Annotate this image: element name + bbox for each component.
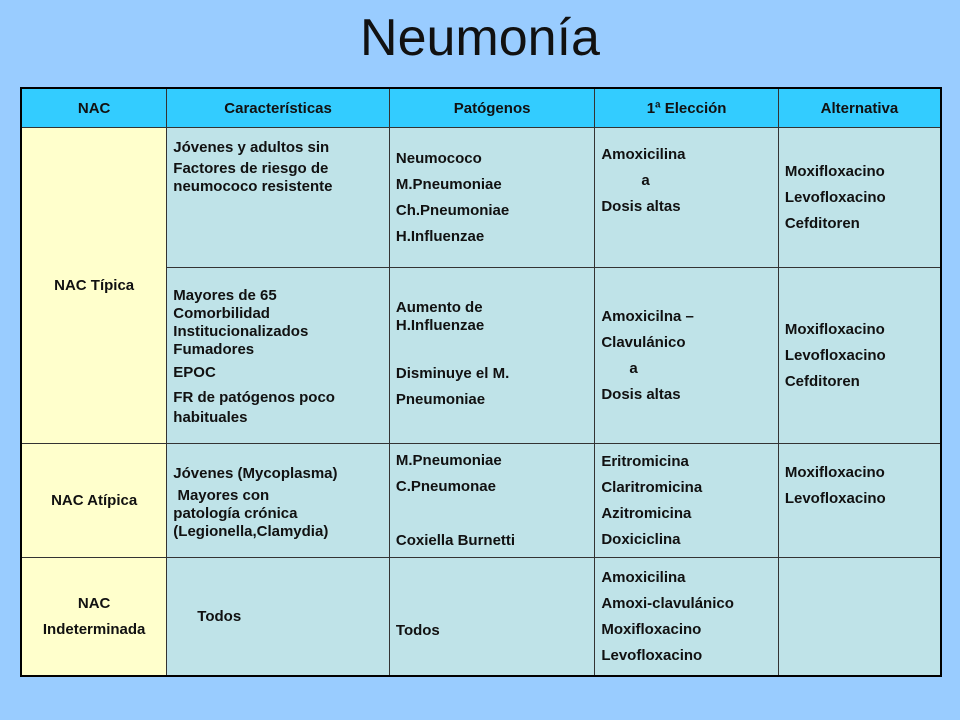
cell-alternativa xyxy=(778,128,941,268)
cell-patogenos: Todos xyxy=(389,558,594,676)
row-label-tipica: NAC Típica xyxy=(21,128,167,444)
text-line: EPOC xyxy=(173,363,216,381)
text-line: Clavulánico xyxy=(601,333,686,351)
table-row xyxy=(21,444,941,558)
text-line: Cefditoren xyxy=(784,214,860,232)
text-line: a xyxy=(641,172,650,190)
table-row xyxy=(21,128,941,268)
cell-alternativa xyxy=(778,558,941,676)
cell-alternativa xyxy=(778,268,941,444)
text-line: Comorbilidad xyxy=(173,304,270,322)
text-line: Amoxicilna – xyxy=(601,307,694,325)
text-line: NAC xyxy=(77,594,111,612)
header-alternativa: Alternativa xyxy=(778,88,941,128)
header-row xyxy=(21,88,941,128)
header-nac: NAC xyxy=(21,88,167,128)
text-line: Dosis altas xyxy=(601,198,681,216)
text-line: Neumococo xyxy=(395,149,482,167)
text-line: Pneumoniae xyxy=(395,390,486,408)
text-line: H.Influenzae xyxy=(395,316,485,334)
text-line: Amoxicilina xyxy=(601,146,686,164)
text-line: Indeterminada xyxy=(42,620,146,638)
text-line: Cefditoren xyxy=(784,372,860,390)
text-line: Mayores con xyxy=(173,486,270,504)
cell-eleccion xyxy=(595,128,779,268)
cell-eleccion xyxy=(595,444,779,558)
text-line: M.Pneumoniae xyxy=(395,451,502,469)
text-line: Disminuye el M. xyxy=(395,364,510,382)
cell-eleccion xyxy=(595,268,779,444)
cell-caracteristicas xyxy=(167,128,390,268)
text-line: Azitromicina xyxy=(601,504,692,522)
table-row xyxy=(21,558,941,676)
text-line: (Legionella,Clamydia) xyxy=(173,522,329,540)
header-patogenos: Patógenos xyxy=(389,88,594,128)
text-line: patología crónica xyxy=(173,504,298,522)
cell-caracteristicas xyxy=(167,268,390,444)
text-line: H.Influenzae xyxy=(395,227,485,245)
text-line: Dosis altas xyxy=(601,385,681,403)
row-label-indeterminada xyxy=(21,558,167,676)
text-line: neumococo resistente xyxy=(173,178,333,196)
text-line: Levofloxacino xyxy=(784,346,886,364)
cell-caracteristicas: Todos xyxy=(167,558,390,676)
text-line: Eritromicina xyxy=(601,452,689,470)
text-line: M.Pneumoniae xyxy=(395,175,502,193)
text-line: Aumento de xyxy=(395,298,483,316)
text-line: Jóvenes (Mycoplasma) xyxy=(173,464,338,482)
spacer xyxy=(396,500,588,528)
text-line: Jóvenes y adultos sin xyxy=(173,139,330,157)
text-line: Factores de riesgo de xyxy=(173,160,329,178)
spacer xyxy=(396,335,588,361)
header-eleccion: 1ª Elección xyxy=(595,88,779,128)
text-line: Moxifloxacino xyxy=(784,320,885,338)
text-line: Fumadores xyxy=(173,340,255,358)
text-line: FR de patógenos poco xyxy=(173,388,335,406)
text-line: Levofloxacino xyxy=(784,490,886,508)
text-line: Amoxi-clavulánico xyxy=(601,594,734,612)
cell-patogenos xyxy=(389,444,594,558)
cell-alternativa xyxy=(778,444,941,558)
text-line: Moxifloxacino xyxy=(784,464,885,482)
text-line: Ch.Pneumoniae xyxy=(395,201,510,219)
text-line: Doxiciclina xyxy=(601,530,681,548)
neumonia-table xyxy=(20,87,942,677)
text-line: Moxifloxacino xyxy=(784,162,885,180)
text-line: Mayores de 65 xyxy=(173,286,277,304)
text-line: Amoxicilina xyxy=(601,568,686,586)
text-line: Coxiella Burnetti xyxy=(395,531,516,549)
cell-patogenos xyxy=(389,268,594,444)
cell-eleccion xyxy=(595,558,779,676)
cell-patogenos xyxy=(389,128,594,268)
text-line: habituales xyxy=(173,408,248,426)
text-line: C.Pneumonae xyxy=(395,477,496,495)
cell-caracteristicas xyxy=(167,444,390,558)
row-label-atipica: NAC Atípica xyxy=(21,444,167,558)
text-line: Levofloxacino xyxy=(601,646,703,664)
page-title: Neumonía xyxy=(360,9,600,67)
header-caracteristicas: Características xyxy=(167,88,390,128)
text-line: Institucionalizados xyxy=(173,322,309,340)
text-line: Claritromicina xyxy=(601,478,703,496)
text-line: Levofloxacino xyxy=(784,188,886,206)
text-line: a xyxy=(629,359,638,377)
text-line: Moxifloxacino xyxy=(601,620,702,638)
